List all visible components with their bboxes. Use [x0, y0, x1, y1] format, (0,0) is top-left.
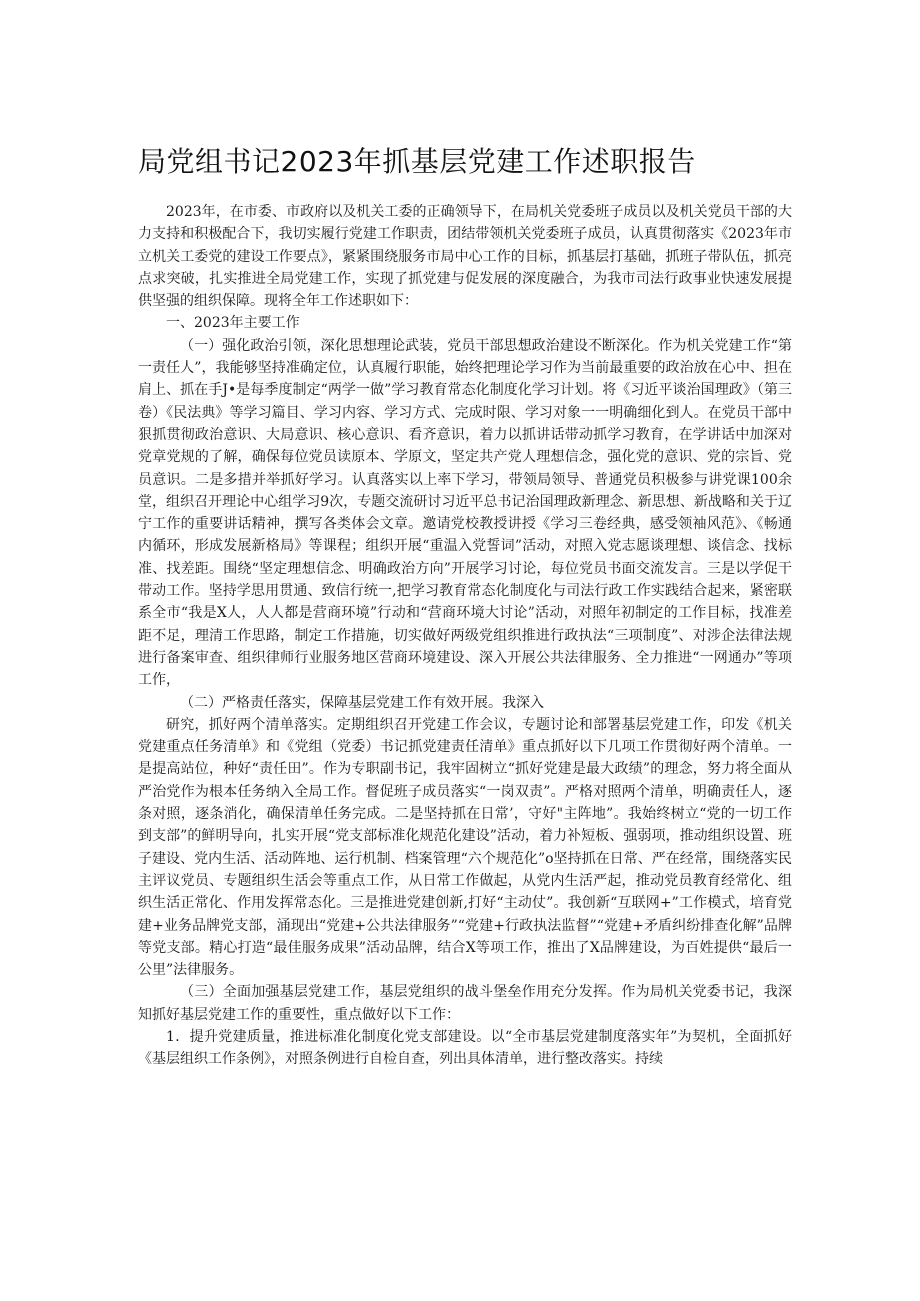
paragraph-intro: 2023年，在市委、市政府以及机关工委的正确领导下，在局机关党委班子成员以及机关党员干部的大力支持和积极配合下，我切实履行党建工作职责，团结带领机关党委班子成员，认真贯彻落实《2023年市立机关工委党的建设工作要点》，紧紧围绕服务市局中心工作的目标，抓基层打基础，抓班子带队伍，抓亮点求突破，扎实推进全局党建工作，实现了抓党建与促发展的深度融合，为我市司法行政事业快速发展提供坚强的组织保障。现将全年工作述职如下：	[138, 204, 792, 310]
section-heading-main-work: 一、2023年主要工作	[166, 315, 300, 332]
paragraph-responsibility-heading: （二）严格责任落实，保障基层党建工作有效开展。我深入	[180, 694, 544, 711]
paragraph-political-guidance: （一）强化政治引领，深化思想理论武装，党员干部思想政治建设不断深化。作为机关党建工作“第一责任人”，我能够坚持准确定位，认真履行职能，始终把理论学习作为当前最重要的政治放在心中、担在肩上、抓在手J•是每季度制定“两学一做”学习教育常态化制度化学习计划。将《习近平谈治国理政》（第三卷）《民法典》等学习篇目、学习内容、学习方式、完成时限、学习对象一一明确细化到人。在党员干部中狠抓贯彻政治意识、大局意识、核心意识、看齐意识，着力以抓讲话带动抓学习教育，在学讲话中加深对党章党规的了解，确保每位党员读原本、学原文，坚定共产党人理想信念，强化党的意识、党的宗旨、党员意识。二是多措并举抓好学习。认真落实以上率下学习，带领局领导、普通党员积极参与讲党课100余堂，组织召开理论中心组学习9次，专题交流研讨习近平总书记治国理政新理念、新思想、新战略和关于辽宁工作的重要讲话精神，撰写各类体会文章。邀请党校教授讲授《学习三卷经典，感受领袖风范》、《畅通内循环，形成发展新格局》等课程；组织开展“重温入党誓词”活动，对照入党志愿谈理想、谈信念、找标准、找差距。围绕“坚定理想信念、明确政治方向”开展学习讨论，每位党员书面交流发言。三是以学促干带动工作。坚持学思用贯通、致信行统一,把学习教育常态化制度化与司法行政工作实践结合起来，紧密联系全市“我是X人，人人都是营商环境”行动和“营商环境大讨论”活动，对照年初制定的工作目标，找准差距不足，理清工作思路，制定工作措施，切实做好两级党组织推进行政执法“三项制度”、对涉企法律法规进行备案审查、组织律师行业服务地区营商环境建设、深入开展公共法律服务、全力推进“一网通办”等项工作，	[138, 337, 792, 689]
paragraph-standardization: 1．提升党建质量，推进标准化制度化党支部建设。以“全市基层党建制度落实年”为契机，全面抓好《基层组织工作条例》，对照条例进行自检自查，列出具体清单，进行整改落实。持续	[138, 1028, 792, 1068]
document-title: 局党组书记2023年抓基层党建工作述职报告	[138, 145, 696, 178]
paragraph-grassroots-party: （三）全面加强基层党建工作，基层党组织的战斗堡垒作用充分发挥。作为局机关党委书记，我深知抓好基层党建工作的重要性，重点做好以下工作：	[138, 984, 792, 1023]
document-page	[138, 145, 792, 1071]
paragraph-responsibility-body: 研究，抓好两个清单落实。定期组织召开党建工作会议，专题讨论和部署基层党建工作，印发《机关党建重点任务清单》和《党组（党委）书记抓党建责任清单》重点抓好以下几项工作贯彻好两个清单。一是提高站位，种好“责任田”。作为专职副书记，我牢固树立“抓好党建是最大政绩”的理念，努力将全面从严治党作为根本任务纳入全局工作。督促班子成员落实“一岗双责”。严格对照两个清单，明确责任人，逐条对照，逐条消化，确保清单任务完成。二是坚持抓在日常’，守好"主阵地”。我始终树立“党的一切工作到支部”的鲜明导向，扎实开展“党支部标准化规范化建设”活动，着力补短板、强弱项，推动组织设置、班子建设、党内生活、活动阵地、运行机制、档案管理“六个规范化”o坚持抓在日常、严在经常，围绕落实民主评议党员、专题组织生活会等重点工作，从日常工作做起，从党内生活严起，推动党员教育经常化、组织生活正常化、作用发挥常态化。三是推进党建创新,打好“主动仗”。我创新“互联网+”工作模式，培育党建+业务品牌党支部，涌现出“党建+公共法律服务”“党建+行政执法监督”“党建+矛盾纠纷排查化解”品牌等党支部。精心打造“最佳服务成果”活动品牌，结合X等项工作，推出了X品牌建设，为百姓提供“最后一公里”法律服务。	[138, 716, 792, 979]
